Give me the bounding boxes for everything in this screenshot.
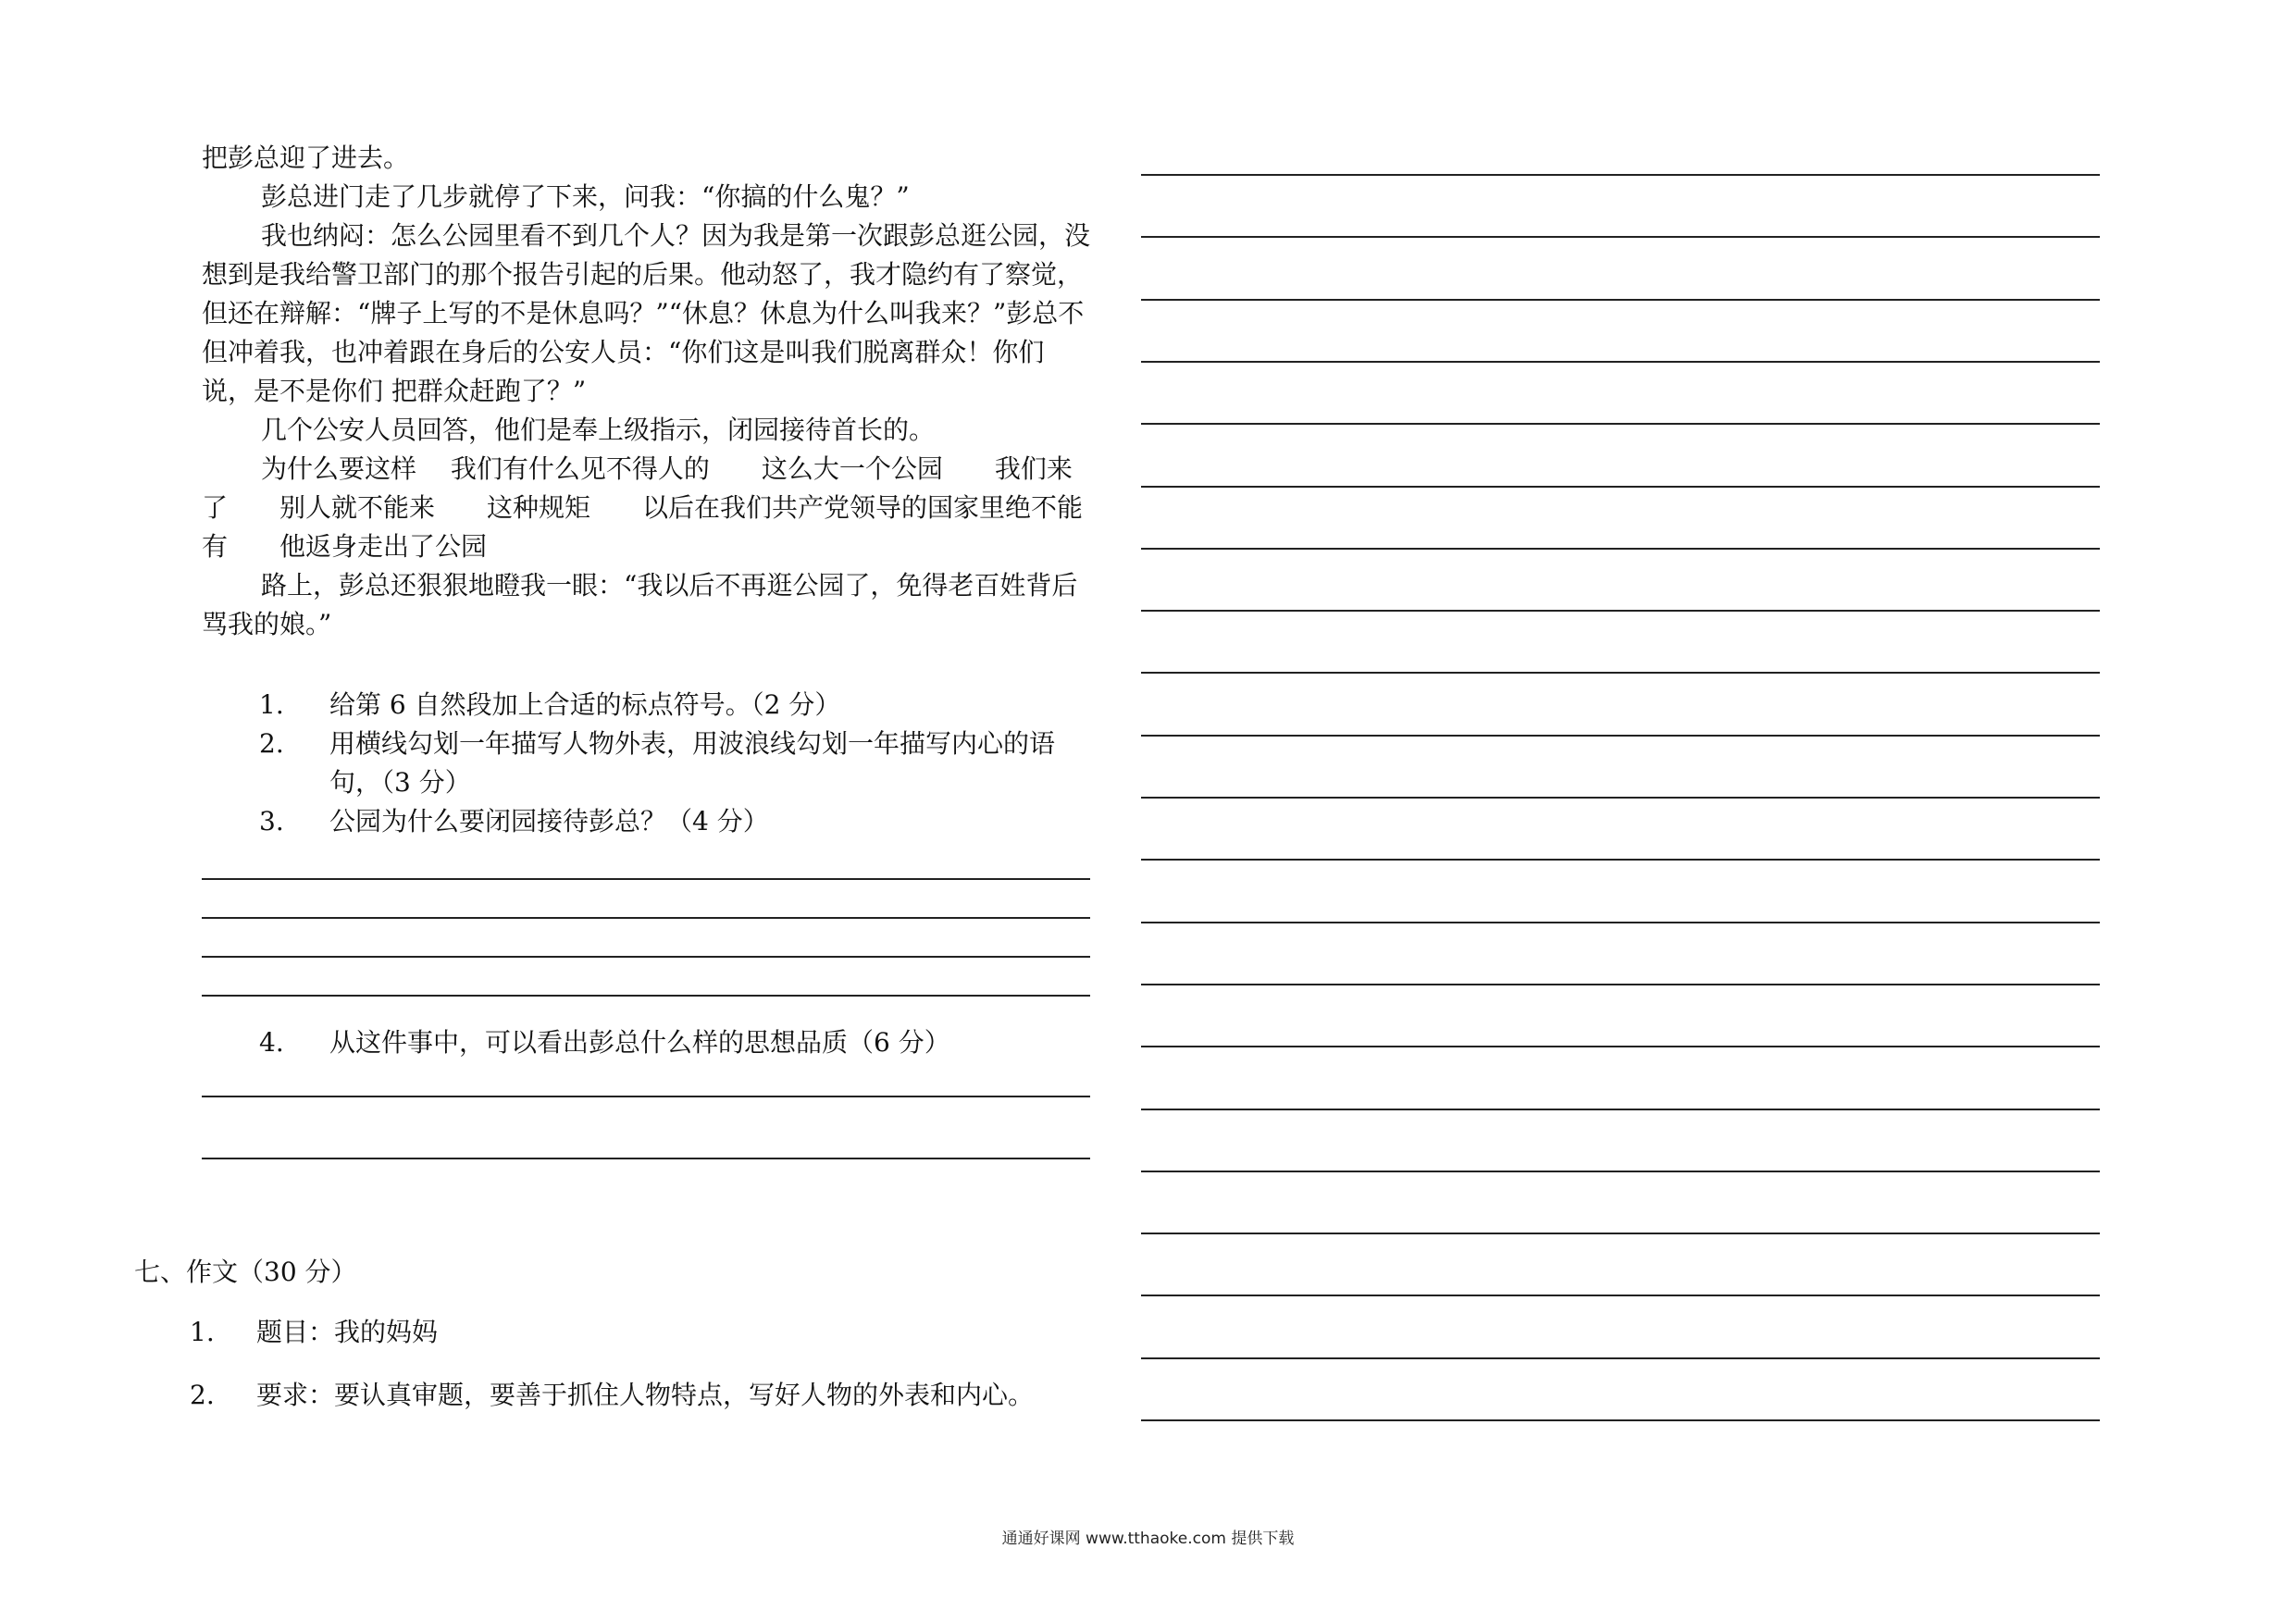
- question-number: 4.: [259, 1027, 284, 1058]
- writing-line[interactable]: [1141, 672, 2100, 674]
- answer-line[interactable]: [202, 995, 1090, 997]
- question-text: 从这件事中，可以看出彭总什么样的思想品质（6 分）: [329, 1027, 950, 1058]
- writing-line[interactable]: [1141, 922, 2100, 923]
- composition-item-1: [134, 1313, 1274, 1352]
- question-number: 1.: [259, 689, 284, 720]
- writing-line[interactable]: [1141, 1109, 2100, 1110]
- question-2: [202, 725, 1090, 802]
- item-text: 题目：我的妈妈: [256, 1317, 439, 1347]
- writing-line[interactable]: [1141, 174, 2100, 176]
- composition-heading: 七、作文（30 分）: [134, 1257, 357, 1287]
- writing-line[interactable]: [1141, 797, 2100, 799]
- question-text: 用横线勾划一年描写人物外表，用波浪线勾划一年描写内心的语句，（3 分）: [329, 728, 1056, 798]
- footer-source: 通通好课网 www.tthaoke.com 提供下载: [1001, 1530, 1295, 1548]
- answer-line[interactable]: [202, 1158, 1090, 1159]
- writing-line[interactable]: [1141, 361, 2100, 363]
- question-number: 3.: [259, 806, 284, 836]
- question-text: 给第 6 自然段加上合适的标点符号。（2 分）: [329, 689, 841, 720]
- passage-paragraph-1: 把彭总迎了进去。: [202, 142, 410, 173]
- answer-line[interactable]: [202, 956, 1090, 958]
- question-4-block: [202, 1023, 1090, 1062]
- answer-line[interactable]: [202, 1096, 1090, 1097]
- passage-paragraph-3: 我也纳闷：怎么公园里看不到几个人？因为我是第一次跟彭总逛公园，没想到是我给警卫部门的那个报告引起的后果。他动怒了，我才隐约有了察觉，但还在辩解：“牌子上写的不是休息吗？”“休息？休息为什么叫我来？”彭总不但冲着我，也冲着跟在身后的公安人员：“你们这是叫我们脱离群众！你们说，是不是你们 把群众赶跑了？”: [202, 220, 1091, 406]
- passage-paragraph-6: 路上，彭总还狠狠地瞪我一眼：“我以后不再逛公园了，免得老百姓背后骂我的娘。”: [202, 570, 1078, 639]
- answer-line[interactable]: [202, 917, 1090, 919]
- writing-line[interactable]: [1141, 299, 2100, 301]
- writing-line[interactable]: [1141, 1046, 2100, 1047]
- question-number: 2.: [259, 728, 284, 759]
- writing-line[interactable]: [1141, 1357, 2100, 1359]
- composition-item-2: [134, 1376, 1274, 1415]
- writing-line[interactable]: [1141, 610, 2100, 612]
- question-3: [202, 802, 1090, 841]
- writing-line[interactable]: [1141, 548, 2100, 550]
- question-4: [202, 1023, 1090, 1062]
- writing-line[interactable]: [1141, 735, 2100, 737]
- writing-line[interactable]: [1141, 1171, 2100, 1172]
- passage-paragraph-2: 彭总进门走了几步就停了下来，问我：“你搞的什么鬼？”: [261, 181, 910, 212]
- writing-line[interactable]: [1141, 1233, 2100, 1234]
- item-text: 要求：要认真审题，要善于抓住人物特点，写好人物的外表和内心。: [256, 1380, 1035, 1410]
- writing-line[interactable]: [1141, 859, 2100, 861]
- passage-paragraph-4: 几个公安人员回答，他们是奉上级指示，闭园接待首长的。: [261, 415, 936, 445]
- question-text: 公园为什么要闭园接待彭总？（4 分）: [329, 806, 769, 836]
- item-number: 1.: [190, 1317, 215, 1347]
- question-list: [202, 686, 1090, 841]
- reading-passage: [202, 139, 1090, 644]
- writing-line[interactable]: [1141, 236, 2100, 238]
- writing-line[interactable]: [1141, 984, 2100, 985]
- writing-line[interactable]: [1141, 486, 2100, 488]
- answer-line[interactable]: [202, 878, 1090, 880]
- writing-line[interactable]: [1141, 1419, 2100, 1421]
- question-1: [202, 686, 1090, 725]
- writing-line[interactable]: [1141, 423, 2100, 425]
- writing-line[interactable]: [1141, 1295, 2100, 1296]
- item-number: 2.: [190, 1380, 215, 1410]
- passage-paragraph-5: 为什么要这样 我们有什么见不得人的 这么大一个公园 我们来了 别人就不能来 这种规矩 以后在我们共产党领导的国家里绝不能有 他返身走出了公园: [202, 453, 1084, 562]
